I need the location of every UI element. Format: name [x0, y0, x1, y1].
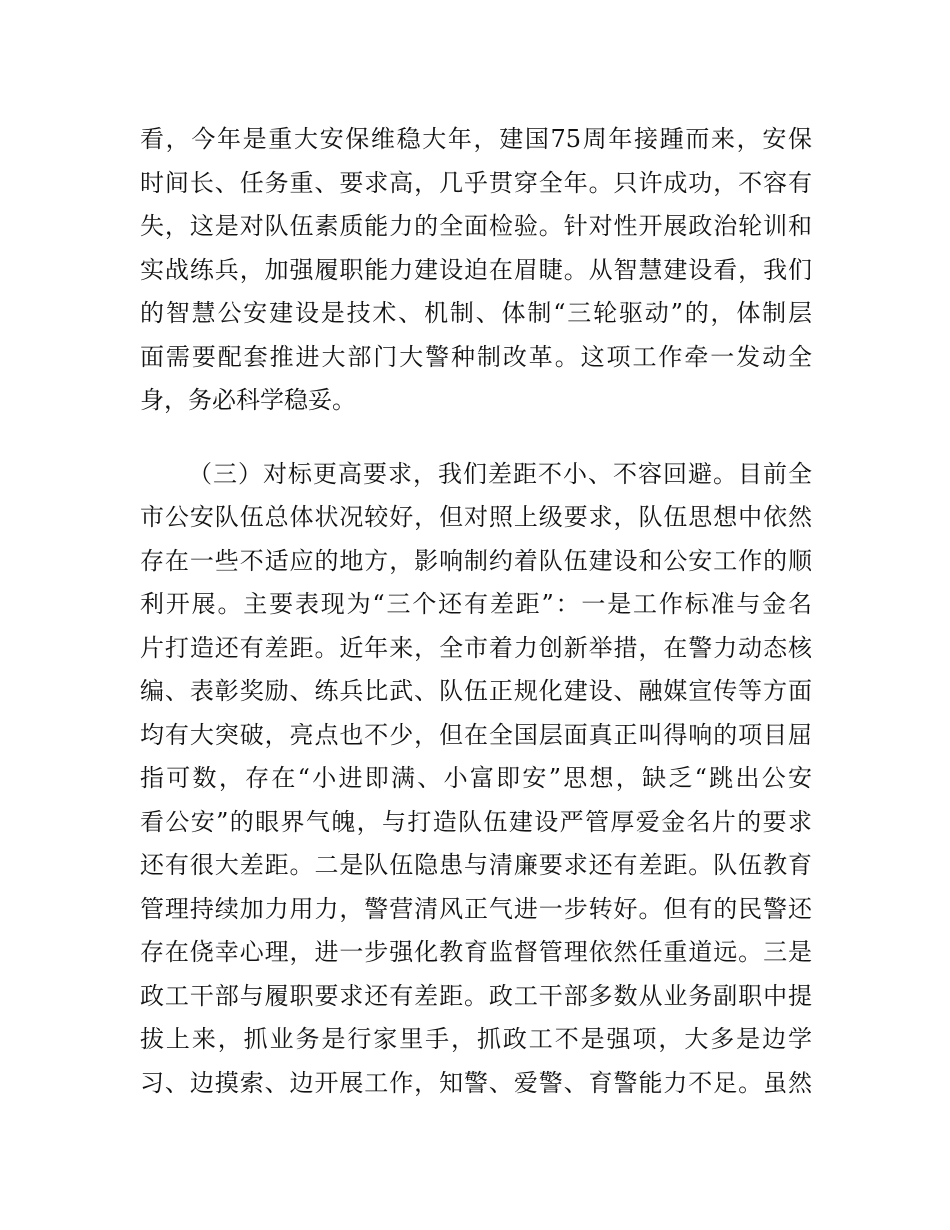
paragraph-line: 管理持续加力用力，警营清风正气进一步转好。但有的民警还 — [140, 894, 812, 923]
paragraph-line: 面需要配套推进大部门大警种制改革。这项工作牵一发动全 — [140, 342, 812, 371]
paragraph-line: 看，今年是重大安保维稳大年，建国75周年接踵而来，安保 — [140, 125, 812, 153]
paragraph-line: 存在一些不适应的地方，影响制约着队伍建设和公安工作的顺 — [140, 546, 812, 575]
paragraph-line: 政工干部与履职要求还有差距。政工干部多数从业务副职中提 — [140, 981, 812, 1010]
paragraph-line: 拔上来，抓业务是行家里手，抓政工不是强项，大多是边学 — [140, 1025, 812, 1053]
paragraph-line: 利开展。主要表现为“三个还有差距”：一是工作标准与金名 — [140, 590, 812, 618]
paragraph-line: 市公安队伍总体状况较好，但对照上级要求，队伍思想中依然 — [140, 503, 812, 531]
paragraph-line: （三）对标更高要求，我们差距不小、不容回避。目前全 — [188, 459, 812, 488]
document-body — [140, 118, 812, 1105]
paragraph-line: 的智慧公安建设是技术、机制、体制“三轮驱动”的，体制层 — [140, 299, 812, 327]
paragraph-line: 时间长、任务重、要求高，几乎贯穿全年。只许成功，不容有 — [140, 168, 812, 197]
paragraph-line: 指可数，存在“小进即满、小富即安”思想，缺乏“跳出公安 — [140, 764, 812, 792]
paragraph-line: 均有大突破，亮点也不少，但在全国层面真正叫得响的项目屈 — [140, 720, 812, 749]
paragraph-line: 实战练兵，加强履职能力建设迫在眉睫。从智慧建设看，我们 — [140, 255, 812, 284]
paragraph-line: 片打造还有差距。近年来，全市着力创新举措，在警力动态核 — [140, 633, 812, 662]
paragraph-line: 习、边摸索、边开展工作，知警、爱警、育警能力不足。虽然 — [140, 1068, 812, 1097]
paragraph-line: 还有很大差距。二是队伍隐患与清廉要求还有差距。队伍教育 — [140, 851, 812, 879]
paragraph-line: 编、表彰奖励、练兵比武、队伍正规化建设、融媒宣传等方面 — [140, 677, 812, 705]
paragraph-line: 身，务必科学稳妥。 — [140, 386, 356, 414]
paragraph-line: 存在侥幸心理，进一步强化教育监督管理依然任重道远。三是 — [140, 938, 812, 966]
paragraph-1 — [140, 118, 812, 423]
paragraph-line: 失，这是对队伍素质能力的全面检验。针对性开展政治轮训和 — [140, 212, 812, 240]
paragraph-line: 看公安”的眼界气魄，与打造队伍建设严管厚爱金名片的要求 — [140, 807, 812, 836]
paragraph-2 — [140, 453, 812, 1106]
